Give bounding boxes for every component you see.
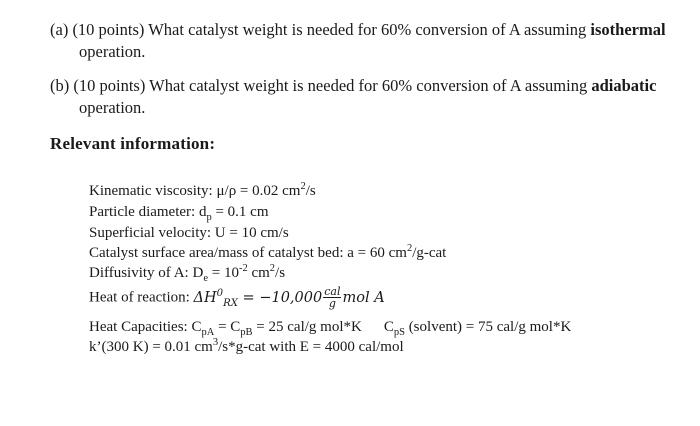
cpa-sub: pA: [201, 327, 215, 338]
solvent-cp-value: (solvent) = 75 cal/g mol*K: [404, 319, 572, 335]
heat-capacities-value: = 25 cal/g mol*K: [252, 319, 362, 335]
particle-diameter-text: Particle diameter: d: [89, 204, 207, 220]
particle-diameter-line: [89, 203, 269, 221]
question-b: [50, 75, 656, 119]
diffusivity-value: = 10: [207, 265, 239, 281]
surface-area-exp: 2: [406, 243, 413, 254]
cps-sub: pS: [393, 327, 405, 338]
heat-of-reaction-equation: [193, 285, 385, 310]
rate-constant-text: k’(300 K) = 0.01 cm: [89, 339, 213, 355]
heat-of-reaction-unit: mol A: [342, 289, 385, 306]
question-a-text: (a) (10 points) What catalyst weight is needed for 60% conversion of A assuming: [50, 20, 591, 39]
rate-constant-rest: /s*g-cat with E = 4000 cal/mol: [218, 339, 404, 355]
kinematic-viscosity-line: [89, 182, 316, 200]
rate-constant-line: [89, 338, 404, 356]
delta-h-subscript: RX: [223, 297, 238, 309]
surface-area-unit: /g-cat: [412, 245, 447, 261]
particle-diameter-value: = 0.1 cm: [211, 204, 269, 220]
heat-of-reaction-line: [89, 286, 385, 309]
unit-fraction: [323, 286, 341, 309]
question-b-bold-term: adiabatic: [591, 76, 657, 95]
superficial-velocity-line: Superficial velocity: U = 10 cm/s: [89, 225, 289, 241]
diffusivity-text: Diffusivity of A: D: [89, 265, 204, 281]
question-b-continuation: operation.: [79, 98, 146, 117]
delta-h-superscript: 0: [216, 287, 224, 299]
heat-of-reaction-value: = −10,000: [237, 289, 323, 306]
question-a-continuation: operation.: [79, 42, 146, 61]
heat-capacities-line: [89, 318, 571, 336]
surface-area-line: [89, 244, 446, 262]
kinematic-viscosity-exp: 2: [300, 181, 306, 192]
surface-area-text: Catalyst surface area/mass of catalyst bed: a = 60 cm: [89, 245, 407, 261]
rate-constant-exp: 3: [212, 337, 219, 348]
fraction-numerator: cal: [324, 285, 341, 298]
cpb-sub: pB: [240, 327, 253, 338]
relevant-info-heading: Relevant information:: [50, 134, 216, 153]
solvent-cp-text: C: [383, 319, 394, 335]
diffusivity-sub: e: [203, 273, 208, 284]
delta-h-symbol: ΔH: [193, 289, 217, 306]
particle-diameter-sub: p: [206, 212, 212, 223]
heat-of-reaction-label: Heat of reaction:: [89, 289, 194, 306]
question-a-bold-term: isothermal: [590, 20, 666, 39]
diffusivity-unit-end: /s: [275, 265, 286, 281]
heat-capacities-eq: = C: [214, 319, 241, 335]
kinematic-viscosity-text: Kinematic viscosity: μ/ρ = 0.02 cm: [89, 183, 301, 199]
diffusivity-exp: -2: [238, 263, 248, 274]
diffusivity-line: [89, 264, 285, 282]
diffusivity-unit-exp: 2: [269, 263, 276, 274]
question-a: [50, 19, 666, 63]
kinematic-viscosity-unit: /s: [305, 183, 316, 199]
fraction-denominator: g: [328, 297, 336, 310]
question-b-text: (b) (10 points) What catalyst weight is needed for 60% conversion of A assuming: [50, 76, 592, 95]
diffusivity-unit-base: cm: [247, 265, 270, 281]
heat-capacities-text: Heat Capacities: C: [89, 319, 202, 335]
